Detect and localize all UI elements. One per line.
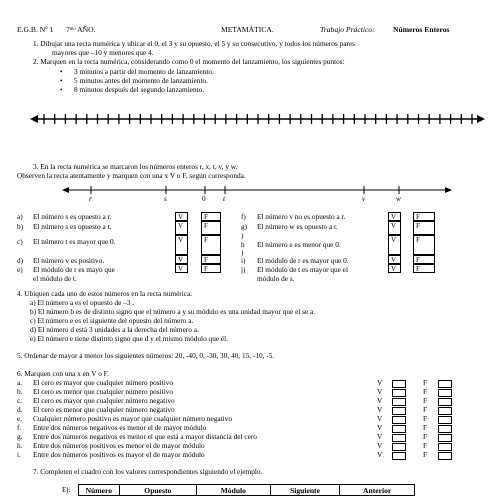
f-box-c[interactable]: F: [201, 235, 221, 255]
col-opuesto: Opuesto: [119, 485, 196, 496]
q4-item-b: b) El número b es de distinto signo que el número a y su módulo es una unidad mayor que el se a.: [30, 307, 316, 316]
q6-item-text: Entre dos números positivos es mayor el de mayor módulo: [33, 450, 205, 459]
q6-item-key: g.: [17, 432, 23, 441]
q6-v-label: V: [377, 378, 383, 387]
q6-item-text: El cero es menor que cualquier número positivo: [33, 387, 174, 396]
f-box-i[interactable]: F: [413, 255, 435, 264]
q6-f-label: F: [423, 441, 428, 450]
number-line-q3: [62, 183, 452, 209]
v-box-g[interactable]: V: [388, 221, 401, 235]
v-box-h[interactable]: V: [388, 235, 401, 255]
axis-label-t: t: [223, 194, 226, 203]
q6-v-checkbox[interactable]: [392, 398, 406, 406]
col-modulo: Módulo: [197, 485, 271, 496]
q6-v-label: V: [377, 432, 383, 441]
q2-line1: 2. Marquen en la recta numérica, considerando como 0 el momento del lanzamiento, los siguientes puntos:: [33, 57, 345, 66]
f-box-f[interactable]: F: [413, 212, 435, 221]
grade-label: 7ᵐᵒ AÑO.: [66, 25, 96, 34]
f-box-b[interactable]: F: [201, 221, 221, 235]
q2-bullet-3: 8 minutos después del segundo lanzamiento.: [74, 85, 205, 94]
q6-f-label: F: [423, 396, 428, 405]
axis-label-s: s: [164, 194, 167, 203]
q3-item-e: El módulo de r es mayo que: [33, 265, 115, 274]
q6-item-key: a.: [17, 378, 23, 387]
axis-label-v: v: [362, 194, 366, 203]
bullet-icon: •: [60, 76, 63, 85]
q3-item-b: El número s es opuesto a t.: [33, 222, 112, 231]
q3-item-j-cont: módulo de s.: [257, 274, 295, 283]
q3-key-b: b): [17, 222, 24, 231]
q3-item-g: El número w es opuesto a r.: [257, 222, 338, 231]
q6-item-text: El cero es mayor que cualquier número positivo: [33, 378, 174, 387]
q4-item-d: d) El número d está 3 unidades a la derecha del número a.: [30, 325, 199, 334]
q6-f-checkbox[interactable]: [438, 443, 452, 451]
q6-v-checkbox[interactable]: [392, 389, 406, 397]
bullet-icon: •: [60, 85, 63, 94]
f-box-e[interactable]: F: [201, 264, 221, 273]
q3-key-h: h: [241, 240, 245, 249]
q6-f-checkbox[interactable]: [438, 416, 452, 424]
q6-v-checkbox[interactable]: [392, 416, 406, 424]
q6-v-label: V: [377, 450, 383, 459]
q3-key-g: g): [241, 222, 248, 231]
q6-f-checkbox[interactable]: [438, 398, 452, 406]
q3-key-h-cont: ): [241, 248, 244, 257]
v-box-f[interactable]: V: [388, 212, 401, 221]
q3-key-i: i): [241, 256, 246, 265]
q4-item-a: a) El número a es el opuesto de –3 .: [30, 298, 135, 307]
q6-item-text: Entre dos números positivos es menor el de mayor módulo: [33, 441, 205, 450]
q4-item-c: c) El número e es el siguiente del opuesto del número a.: [30, 316, 194, 325]
q6-f-checkbox[interactable]: [438, 434, 452, 442]
q6-f-label: F: [423, 405, 428, 414]
q3-line1: 3. En la recta numérica se marcaron los números enteros r, x, t, v, y w.: [33, 162, 238, 171]
q6-v-checkbox[interactable]: [392, 443, 406, 451]
q4-item-e: e) El número e tiene distinto signo que d y el mismo módulo que él.: [30, 334, 228, 343]
q2-bullet-1: 3 minutos a partir del momento de lanzamiento.: [74, 67, 214, 76]
axis-label-0: 0: [202, 194, 206, 203]
q1-line2: mayores que –10 y menores que 4.: [52, 48, 154, 57]
q3-item-j: El módulo de t es mayor que el: [257, 265, 348, 274]
work-title: Números Enteros: [393, 25, 450, 34]
q2-bullet-2: 5 minutos antes del momento de lanzamiento.: [74, 76, 208, 85]
q3-item-h: El número e es menor que 0.: [257, 240, 341, 249]
q3-key-d: d): [17, 256, 24, 265]
school-label: E.G.B. Nº 1: [17, 25, 54, 34]
q1-line1: 1. Dibujar una recta numérica y ubicar el 0, el 3 y su opuesto, el 5 y su consecutivo, y todos los números pares: [33, 39, 355, 48]
q6-f-label: F: [423, 450, 428, 459]
q3-key-e: e): [17, 265, 23, 274]
q3-item-e-cont: el módulo de t.: [33, 274, 77, 283]
f-box-a[interactable]: F: [201, 212, 221, 221]
q3-item-a: El número s es opuesto a r.: [33, 212, 112, 221]
col-numero: Número: [79, 485, 120, 496]
q6-item-text: El cero es mayor que cualquier número negativo: [33, 396, 175, 405]
q3-item-c: El número t es mayor que 0.: [33, 237, 116, 246]
q6-f-label: F: [423, 378, 428, 387]
q6-f-label: F: [423, 387, 428, 396]
q4-title: 4. Ubiquen cada uno de estos números en la recta numérica.: [17, 289, 193, 298]
bullet-icon: •: [60, 67, 63, 76]
q5-title: 5. Ordenar de mayor a menor los siguientes números: 20, -40, 0, -30, 30, 40, 15, -10, -5.: [17, 351, 275, 360]
q6-item-key: b.: [17, 387, 23, 396]
subject-label: METAMÁTICA.: [221, 25, 274, 34]
q6-item-text: Entre dos números negativos es menor el que está a mayor distancia del cero: [33, 432, 257, 441]
q6-v-checkbox[interactable]: [392, 425, 406, 433]
axis-label-w: w: [396, 194, 401, 203]
q6-f-checkbox[interactable]: [438, 380, 452, 388]
q6-v-label: V: [377, 396, 383, 405]
work-prefix: Trabajo Práctico:: [320, 25, 375, 34]
q3-key-f: f): [241, 212, 246, 221]
q6-f-checkbox[interactable]: [438, 425, 452, 433]
q3-key-c: c): [17, 237, 23, 246]
q6-v-label: V: [377, 405, 383, 414]
q6-f-label: F: [423, 423, 428, 432]
q6-v-checkbox[interactable]: [392, 452, 406, 460]
q6-item-key: i.: [17, 450, 21, 459]
q6-item-key: f.: [17, 423, 22, 432]
q3-key-a: a): [17, 212, 23, 221]
q6-f-checkbox[interactable]: [438, 407, 452, 415]
v-box-b[interactable]: V: [175, 221, 188, 235]
q3-item-i: El módulo de r es mayor que 0.: [257, 256, 349, 265]
q6-item-key: e.: [17, 414, 23, 423]
q6-v-label: V: [377, 414, 383, 423]
v-box-a[interactable]: V: [175, 212, 188, 221]
q6-v-checkbox[interactable]: [392, 407, 406, 415]
q6-item-key: d.: [17, 405, 23, 414]
col-siguiente: Siguiente: [270, 485, 340, 496]
q3-key-g-cont: ): [241, 231, 244, 240]
axis-label-r: r: [89, 194, 92, 203]
q6-v-label: V: [377, 423, 383, 432]
v-box-c[interactable]: V: [175, 235, 188, 255]
q6-item-key: h.: [17, 441, 23, 450]
q3-item-f: El número v no es opuesto a r.: [257, 212, 346, 221]
q6-v-label: V: [377, 441, 383, 450]
q6-item-text: Cualquier número positivo es mayor que cualquier número negativo: [33, 414, 232, 423]
q6-f-label: F: [423, 432, 428, 441]
v-box-i[interactable]: V: [388, 255, 401, 264]
values-table: [78, 484, 415, 496]
q6-item-key: c.: [17, 396, 23, 405]
q7-title: 7. Completen el cuadro con los valores correspondientes siguiendo el ejemplo.: [33, 467, 263, 476]
q6-item-text: El cero es menor que cualquier número negativo: [33, 405, 175, 414]
col-anterior: Anterior: [340, 485, 415, 496]
f-box-h[interactable]: F: [413, 235, 435, 255]
q6-f-checkbox[interactable]: [438, 452, 452, 460]
f-box-d[interactable]: F: [201, 255, 221, 264]
f-box-j[interactable]: F: [413, 264, 435, 273]
q3-line2: Observen la recta atentamente y marquen con una x V o F, según corresponda.: [17, 171, 246, 180]
q6-v-checkbox[interactable]: [392, 380, 406, 388]
q6-f-label: F: [423, 414, 428, 423]
q6-f-checkbox[interactable]: [438, 389, 452, 397]
q6-title: 6. Marquen con una x en V o F.: [17, 369, 109, 378]
q6-v-label: V: [377, 387, 383, 396]
v-box-d[interactable]: V: [175, 255, 188, 264]
example-label: Ej:: [62, 485, 71, 494]
q6-item-text: Entre dos números negativos es menor el de mayor módulo: [33, 423, 207, 432]
number-line-q2: [30, 104, 485, 134]
q6-v-checkbox[interactable]: [392, 434, 406, 442]
v-box-e[interactable]: V: [175, 264, 188, 273]
v-box-j[interactable]: V: [388, 264, 401, 273]
table-header-row: [79, 485, 415, 496]
q3-item-d: El número v es positivo.: [33, 256, 105, 265]
f-box-g[interactable]: F: [413, 221, 435, 235]
q3-key-j: j): [241, 265, 246, 274]
